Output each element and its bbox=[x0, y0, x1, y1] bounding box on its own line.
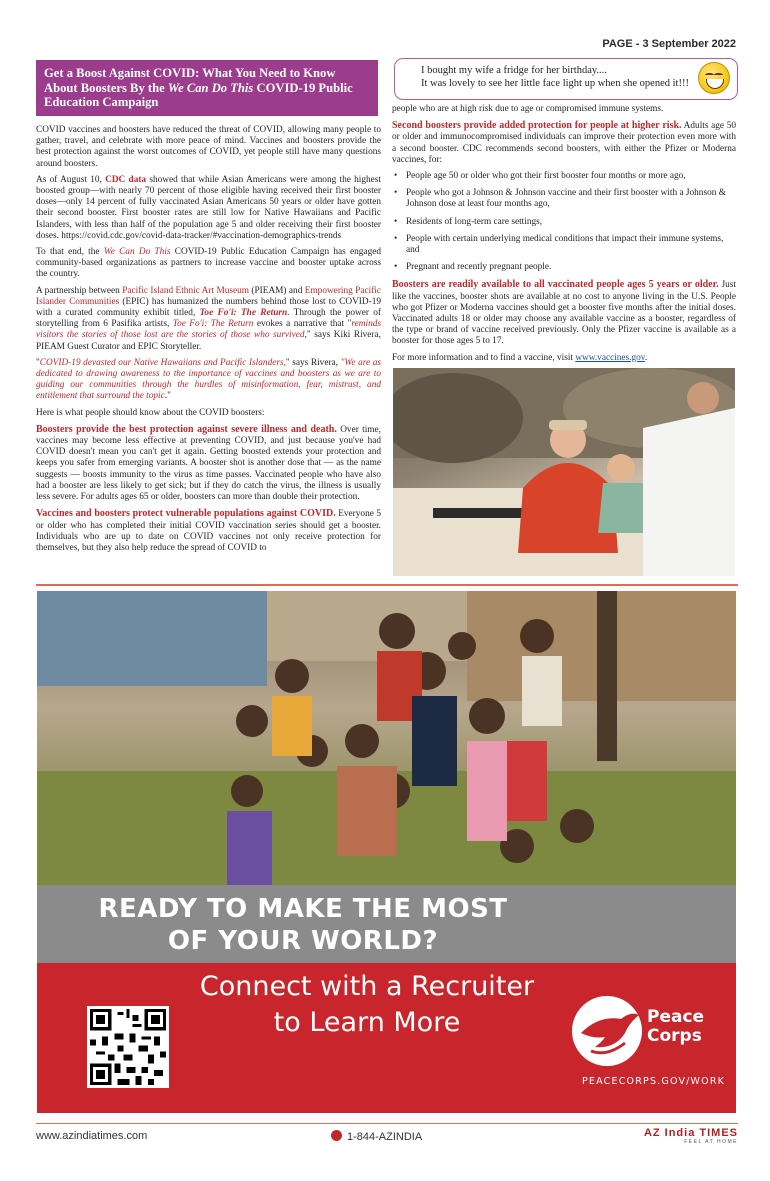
page-footer bbox=[36, 1123, 738, 1145]
article-left-column bbox=[36, 125, 381, 559]
paragraph: people who are at high risk due to age or compromised immune systems. bbox=[392, 104, 664, 114]
page-header: PAGE - 3 September 2022 bbox=[602, 38, 736, 50]
headline-italic: We Can Do This bbox=[167, 80, 254, 95]
joke-line-1: I bought my wife a fridge for her birthday.... bbox=[421, 65, 607, 76]
joke-line-2: It was lovely to see her little face light up when she opened it!!! bbox=[421, 78, 689, 89]
list-item: • People age 50 or older who got their first booster four months or more ago, bbox=[392, 171, 736, 182]
ad-headline-band bbox=[37, 885, 736, 963]
footer-phone: 1-844-AZINDIA bbox=[331, 1130, 422, 1143]
paragraph: A partnership between Pacific Island Ethnic Art Museum (PIEAM) and Empowering Pacific Islander Communities (EPIC) has humanized the numbers behind those lost to COVID-19 with a curated community exhibit titled, Toe Fo'i: The Return. Through the power of storytelling from 6 Pasifika artists, Toe Fo'i: The Return evokes a narrative that "reminds visitors the stories of those lost are the stories of those who survived," says Kiki Rivera, PIEAM Guest Curator and EPIC Storyteller. bbox=[36, 285, 382, 352]
children-group-photo bbox=[37, 591, 736, 885]
paragraph: COVID vaccines and boosters have reduced the threat of COVID, allowing many people to gather, travel, and celebrate with more peace of mind. Vaccines and boosters provide the best protection against the worst outcomes of COVID, yet people still have many questions around boosters. bbox=[36, 125, 381, 169]
cdc-data-link[interactable]: CDC data bbox=[105, 174, 147, 185]
paragraph: Second boosters provide added protection for people at higher risk. Adults age 50 or older and immunocompromised individuals can improve their protection even more with a second booster. CDC recommends second boosters, with either the Pfizer or Moderna vaccines, for: bbox=[392, 120, 736, 165]
paragraph: Boosters provide the best protection against severe illness and death. Over time, vaccines may become less effective at preventing COVID, and just because you've had COVID doesn't mean you can't get it again. Getting boosted extends your protection and keeps you safer from emerging variants. A booster shot is another dose that — as the name suggests — boosts immunity to the virus as time passes. Vaccinated people who have also had a booster are less likely to get sick; but if they do catch the virus, the illness is usually less severe. For adults ages 65 or older, boosters can more than double their protection. bbox=[36, 423, 381, 503]
subheading: Second boosters provide added protection for people at higher risk. bbox=[392, 120, 682, 132]
list-item: • People with certain underlying medical conditions that impact their immune systems, and bbox=[392, 234, 736, 256]
az-india-times-logo: AZ India TIMES FEEL AT HOME bbox=[643, 1127, 738, 1145]
paragraph: Vaccines and boosters protect vulnerable populations against COVID. Everyone 5 or older who has completed their initial COVID vaccination series should get a booster. Individuals who are up to date on COVID vaccines not only receive protection for themselves, but they also help reduce the spread of COVID to bbox=[36, 508, 382, 553]
list-item: • People who got a Johnson & Johnson vaccine and their first booster with a Johnson & Johnson dose at least four months ago, bbox=[392, 188, 736, 210]
peace-corps-ad[interactable] bbox=[37, 591, 736, 1113]
article-headline bbox=[36, 60, 378, 116]
ad-headline: READY TO MAKE THE MOST OF YOUR WORLD? bbox=[98, 894, 508, 956]
pieam-link[interactable]: Pacific Island Ethnic Art Museum bbox=[122, 285, 250, 296]
qr-code-icon[interactable] bbox=[87, 1006, 169, 1088]
list-item: • Pregnant and recently pregnant people. bbox=[392, 262, 736, 273]
subheading: Boosters provide the best protection against severe illness and death. bbox=[36, 423, 337, 435]
headline-part1: Get a Boost Against COVID: What You Need to Know About Boosters By the bbox=[44, 66, 336, 95]
headline-part2: COVID-19 Public Education Campaign bbox=[44, 80, 353, 109]
paragraph: To that end, the We Can Do This COVID-19 Public Education Campaign has engaged community-based organizations as partners to increase vaccine and booster uptake across the country. bbox=[36, 247, 382, 280]
joke-box bbox=[394, 58, 738, 100]
article-right-column bbox=[392, 104, 736, 369]
paragraph: For more information and to find a vaccine, visit www.vaccines.gov. bbox=[392, 352, 648, 363]
family-photo-illustration bbox=[393, 368, 735, 576]
section-divider bbox=[36, 584, 738, 586]
smiley-emoji-icon bbox=[698, 62, 730, 94]
subheading: Vaccines and boosters protect vulnerable populations against COVID. bbox=[36, 508, 336, 520]
epic-link[interactable]: Empowering Pacific Islander Communities bbox=[36, 285, 381, 307]
vaccines-gov-link[interactable]: www.vaccines.gov bbox=[575, 352, 645, 363]
children-photo-illustration bbox=[37, 591, 736, 885]
peace-corps-url[interactable]: PEACECORPS.GOV/WORK bbox=[582, 1076, 726, 1087]
paragraph: As of August 10, CDC data showed that while Asian Americans were among the highest boosted group—with nearly 70 percent of those eligible having received their first booster doses—only 14 percent of fully vaccinated Asian Americans 50 years or older have gotten their second booster. First booster rates are still low for Native Hawaiians and Pacific Islanders, with less than half of the population age 5 and older receiving their first booster doses. https://covid.cdc.gov/covid-data-tracker/#vaccination-demographics-trends bbox=[36, 174, 382, 241]
ad-cta-text: Connect with a Recruiter to Learn More bbox=[199, 971, 535, 1038]
ad-cta-panel bbox=[37, 963, 736, 1113]
list-item: • Residents of long-term care settings, bbox=[392, 217, 736, 228]
footer-website-link[interactable]: www.azindiatimes.com bbox=[36, 1130, 148, 1142]
paragraph: Boosters are readily available to all vaccinated people ages 5 years or older. Just like the vaccines, booster shots are available at no cost to anyone living in the U.S. People who got Pfizer or Moderna vaccines should get a booster five months after the initial doses. Vaccinated adults 18 or older may choose any available vaccine as a booster, regardless of the type or brand of vaccine received previously. Only the Pfizer vaccine is available as a booster for those ages 5 to 17. bbox=[392, 279, 736, 347]
paragraph: "COVID-19 devasted our Native Hawaiians and Pacific Islanders," says Rivera, "We are as dedicated to drawing awareness to the importance of vaccines and boosters as we are to guiding our communities through the hurdles of misinformation, fear, mistrust, and entitlement that surround the topic." bbox=[36, 357, 381, 402]
family-photo bbox=[393, 368, 735, 576]
phone-icon bbox=[331, 1130, 342, 1141]
bullet-list bbox=[392, 171, 736, 273]
peace-corps-wordmark: Peace Corps bbox=[647, 1007, 705, 1046]
subheading: Boosters are readily available to all vaccinated people ages 5 years or older. bbox=[392, 279, 719, 291]
paragraph: Here is what people should know about the COVID boosters: bbox=[36, 407, 265, 418]
